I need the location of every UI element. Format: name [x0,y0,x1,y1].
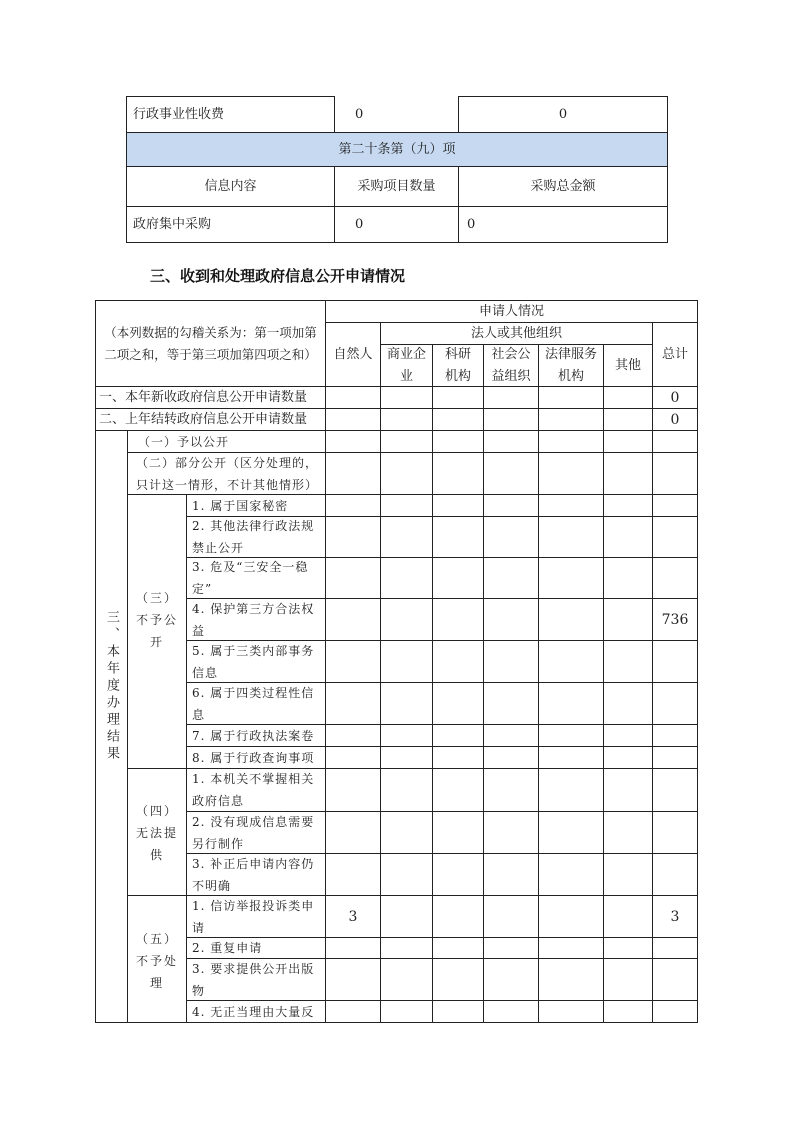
procure-label: 政府集中采购 [133,216,212,232]
fee-value-2: 0 [558,106,568,122]
legal-group-header: 法人或其他组织 [470,325,562,341]
natural-person-header: 自然人 [333,346,373,362]
group-public: （一）予以公开 [138,434,230,449]
withheld-item-6: 6. 属于四类过程性信息 [192,685,315,722]
row-new-total: 0 [670,389,680,406]
not-processed-item-3: 3. 要求提供公开出版物 [192,961,315,998]
unavailable-item-3: 3. 补正后申请内容仍不明确 [192,856,315,893]
row-carried-applications: 二、上年结转政府信息公开申请数量 [99,411,308,427]
section-header: 第二十条第（九）项 [338,141,456,157]
checksum-note: （本列数据的勾稽关系为：第一项加第二项之和，等于第三项加第四项之和） [104,324,317,362]
not-processed-item-2: 2. 重复申请 [192,941,263,955]
row-carried-total: 0 [670,411,680,428]
section-title: 三、收到和处理政府信息公开申请情况 [150,267,406,285]
group-withheld: （三）不予公开 [136,591,179,649]
withheld-item-5: 5. 属于三类内部事务信息 [192,643,315,680]
withheld-item-7: 7. 属于行政执法案卷 [192,728,315,743]
applicant-situation-header: 申请人情况 [478,303,544,319]
unavailable-item-1: 1. 本机关不掌握相关政府信息 [192,772,315,808]
not-processed-item-1: 1. 信访举报投诉类申请 [192,898,315,935]
group-not-processed: （五）不予处理 [136,932,179,990]
withheld-item-2: 2. 其他法律行政法规禁止公开 [192,519,315,555]
fee-value-1: 0 [355,106,364,122]
withheld-item-3: 3. 危及“三安全一稳定” [192,560,309,596]
row-new-applications: 一、本年新收政府信息公开申请数量 [99,389,308,405]
withheld-item-8: 8. 属于行政查询事项 [192,750,315,765]
fee-label: 行政事业性收费 [133,106,225,122]
header-info-content: 信息内容 [204,178,257,194]
group-partial: （二）部分公开（区分处理的，只计这一情形，不计其他情形） [136,455,319,492]
not-processed-item-1-natural: 3 [348,908,358,925]
withheld-item-1: 1. 属于国家秘密 [192,498,289,513]
withheld-item-4: 4. 保护第三方合法权益 [192,601,315,638]
withheld-item-4-total: 736 [661,611,689,628]
unavailable-item-2: 2. 没有现成信息需要另行制作 [192,814,315,851]
other-header: 其他 [614,357,641,373]
social-header: 社会公益组织 [491,346,531,384]
header-procure-count: 采购项目数量 [357,178,436,194]
procure-value-1: 0 [355,216,364,232]
research-header: 科研机构 [444,346,471,384]
result-label: 三、本年度办理结果 [104,610,119,763]
group-unavailable: （四）无法提供 [136,804,179,862]
legal-service-header: 法律服务机构 [545,346,598,384]
commercial-header: 商业企业 [387,346,427,384]
header-procure-amount: 采购总金额 [530,178,596,194]
not-processed-item-1-total: 3 [670,908,680,925]
procure-value-2: 0 [467,216,476,232]
total-header: 总计 [661,346,688,362]
not-processed-item-4: 4. 无正当理由大量反 [192,1004,315,1019]
